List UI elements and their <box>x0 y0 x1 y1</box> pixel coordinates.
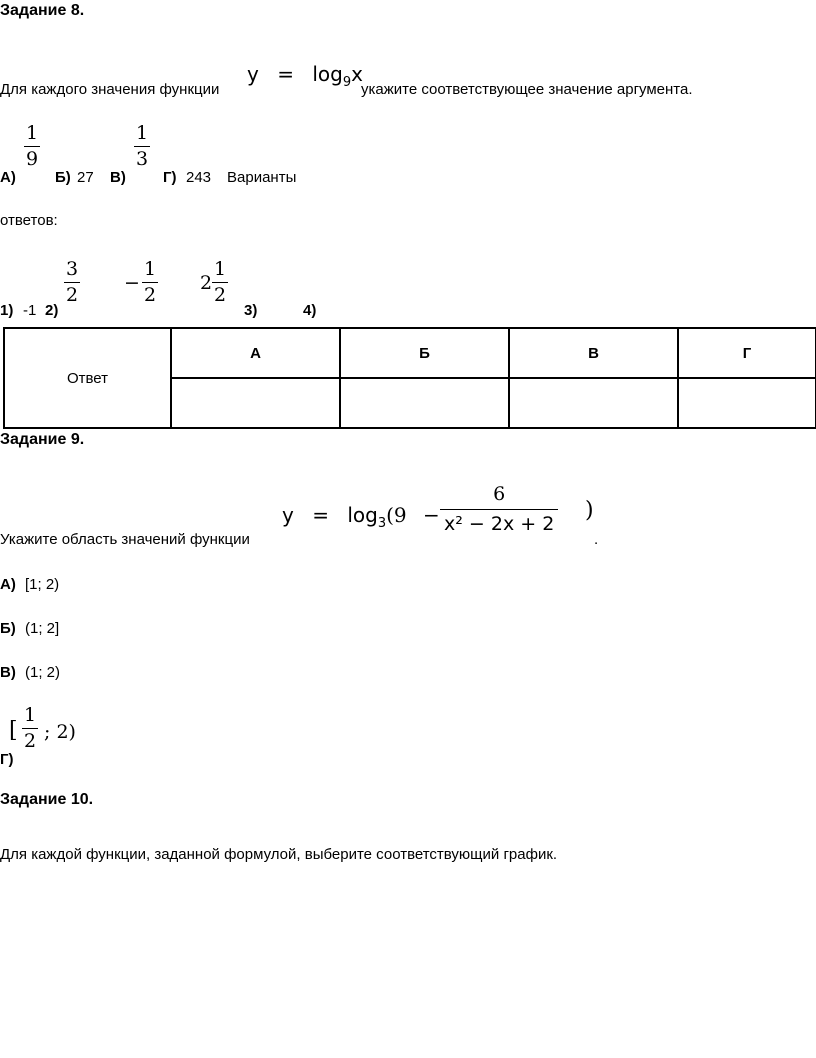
task9-option-a-label: А) <box>0 576 16 593</box>
answer-4-whole: 2 <box>200 272 213 294</box>
task9-question: Укажите область значений функции <box>0 531 250 548</box>
answer-2-fraction: 3 2 <box>66 258 79 306</box>
task9-option-g-label: Г) <box>0 751 14 768</box>
answer-table <box>3 327 816 429</box>
formula-log: log <box>347 503 378 527</box>
answer-3-fraction: 1 2 <box>144 258 157 306</box>
option-a-label: А) <box>0 169 16 186</box>
variants-word: Варианты <box>227 169 297 186</box>
formula-base: 3 <box>377 516 387 531</box>
task8-intro-before: Для каждого значения функции <box>0 81 220 98</box>
formula-y: y <box>282 503 294 527</box>
task9-option-b-value: (1; 2] <box>25 620 60 637</box>
answer-3-sign: − <box>124 272 140 294</box>
column-header-b: Б <box>340 328 509 378</box>
option-b-value: 27 <box>77 169 94 186</box>
formula-eq: = <box>312 503 329 527</box>
task9-option-a-value: [1; 2) <box>25 576 60 593</box>
formula-eq: = <box>277 62 294 86</box>
formula-arg: x <box>351 62 363 86</box>
formula-open: (9 <box>386 503 407 527</box>
column-header-a: А <box>171 328 340 378</box>
option-g-label: Г) <box>163 169 177 186</box>
answer-cell-v[interactable] <box>509 378 678 428</box>
task9-formula-close: ) <box>585 498 594 523</box>
task9-option-b-label: Б) <box>0 620 16 637</box>
task9-option-g-rest: ; 2) <box>44 721 76 743</box>
formula-y: y <box>247 62 259 86</box>
task9-fraction: 6 x² − 2x + 2 <box>440 485 558 534</box>
task9-option-v-value: (1; 2) <box>25 664 61 681</box>
option-a-fraction: 1 9 <box>26 122 39 170</box>
task9-title: Задание 9. <box>0 431 85 448</box>
task9-option-g-fraction: 1 2 <box>24 704 37 752</box>
answer-4-label: 4) <box>303 302 317 319</box>
task10-title: Задание 10. <box>0 791 94 808</box>
option-v-label: В) <box>110 169 126 186</box>
task10-text: Для каждой функции, заданной формулой, выберите соответствующий график. <box>0 846 558 863</box>
answer-4-fraction: 1 2 <box>214 258 227 306</box>
column-header-v: В <box>509 328 678 378</box>
task9-option-v-label: В) <box>0 664 16 681</box>
option-b-label: Б) <box>55 169 71 186</box>
task9-period: . <box>594 531 599 548</box>
column-header-g: Г <box>678 328 816 378</box>
answer-cell-b[interactable] <box>340 378 509 428</box>
task9-option-g-open: [ <box>9 718 18 743</box>
answer-row-label: Ответ <box>4 328 171 428</box>
formula-log: log <box>312 62 343 86</box>
answer-1-label: 1) <box>0 302 14 319</box>
answer-2-label: 2) <box>45 302 59 319</box>
answers-word: ответов: <box>0 212 58 229</box>
formula-base: 9 <box>342 75 352 90</box>
task8-intro-after: укажите соответствующее значение аргумента. <box>361 81 693 98</box>
formula-minus: − <box>423 503 440 527</box>
answer-cell-a[interactable] <box>171 378 340 428</box>
answer-1-value: -1 <box>23 302 37 319</box>
task8-title: Задание 8. <box>0 2 85 19</box>
option-g-value: 243 <box>186 169 212 186</box>
task9-formula <box>282 503 450 531</box>
answer-cell-g[interactable] <box>678 378 816 428</box>
answer-3-label: 3) <box>244 302 258 319</box>
task8-formula <box>247 62 363 90</box>
option-v-fraction: 1 3 <box>136 122 149 170</box>
